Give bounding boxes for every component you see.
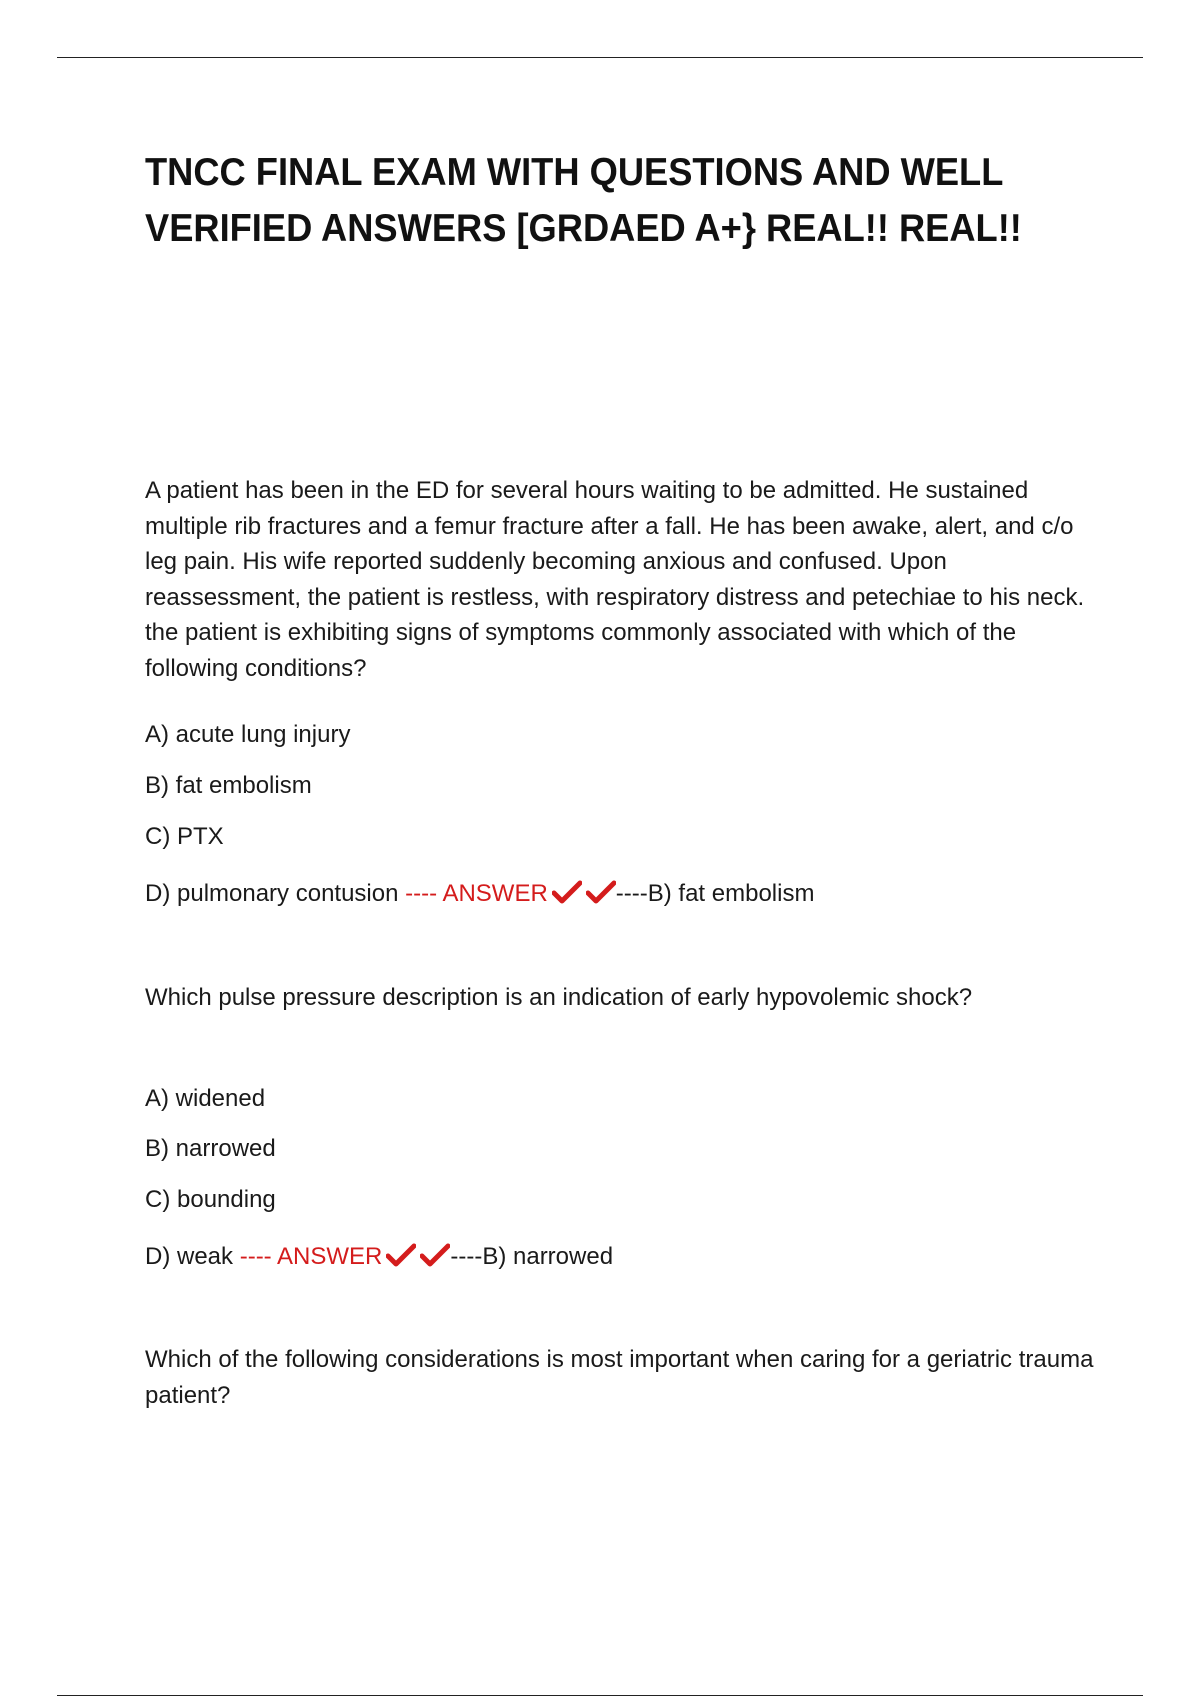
document-title: TNCC FINAL EXAM WITH QUESTIONS AND WELL VERIFIED ANSWERS [GRDAED A+} REAL!! REAL!!	[145, 151, 1022, 250]
answer-dashes: ----	[405, 880, 438, 907]
question-2-option-d: D) weak	[145, 1243, 234, 1270]
question-1-option-d: D) pulmonary contusion	[145, 880, 399, 907]
red-checkmark-icon	[420, 1243, 450, 1267]
question-3-prompt: Which of the following considerations is most important when caring for a geriatric trauma patient?	[145, 1346, 1094, 1409]
red-checkmark-icon	[586, 880, 616, 904]
red-checkmark-icon	[386, 1243, 416, 1267]
answer-text: ----B) narrowed	[450, 1243, 614, 1270]
question-3	[145, 1342, 1095, 1413]
question-1	[145, 473, 1095, 686]
question-2-option-c: C) bounding	[145, 1186, 276, 1213]
question-2-option-d-with-answer	[145, 1242, 613, 1272]
question-1-option-c: C) PTX	[145, 823, 224, 850]
question-2-prompt: Which pulse pressure description is an indication of early hypovolemic shock?	[145, 984, 973, 1011]
answer-label: ANSWER	[277, 1243, 383, 1270]
answer-text: ----B) fat embolism	[615, 880, 815, 907]
top-rule	[57, 57, 1143, 58]
question-2-option-a: A) widened	[145, 1085, 266, 1112]
question-1-option-b: B) fat embolism	[145, 772, 312, 799]
question-2	[145, 980, 1095, 1016]
bottom-rule	[57, 1695, 1143, 1696]
answer-label: ANSWER	[442, 880, 548, 907]
answer-dashes: ----	[239, 1243, 272, 1270]
question-1-option-d-with-answer	[145, 879, 814, 909]
question-1-option-a: A) acute lung injury	[145, 721, 351, 748]
question-2-option-b: B) narrowed	[145, 1135, 276, 1162]
question-1-prompt: A patient has been in the ED for several hours waiting to be admitted. He sustained multiple rib fractures and a femur fracture after a fall. He has been awake, alert, and c/o leg pain. His wife reported suddenly becoming anxious and confused. Upon reassessment, the patient is restless, with respiratory distress and petechiae to his neck. the patient is exhibiting signs of symptoms commonly associated with which of the following conditions?	[145, 477, 1085, 682]
red-checkmark-icon	[552, 880, 582, 904]
